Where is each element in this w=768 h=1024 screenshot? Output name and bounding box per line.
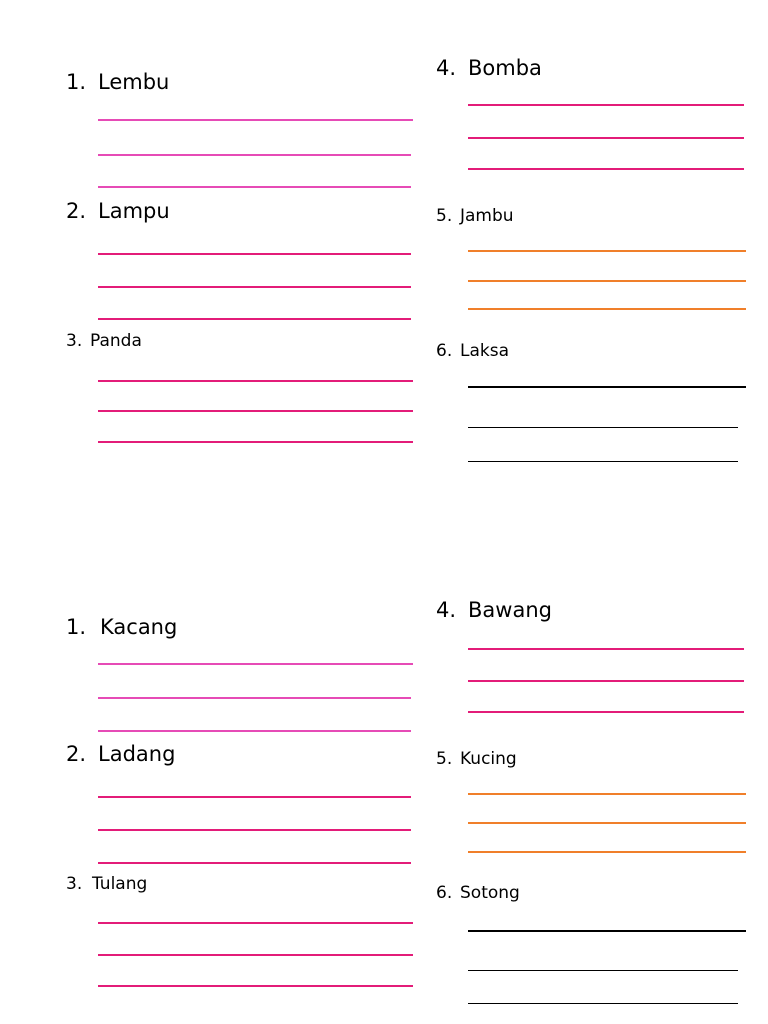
writing-line	[468, 1003, 738, 1004]
writing-line	[468, 137, 744, 139]
writing-line	[98, 286, 411, 288]
item-number: 3.	[66, 874, 83, 894]
item-word: Lampu	[98, 199, 170, 223]
writing-line	[98, 730, 411, 732]
item-number: 2.	[66, 199, 87, 223]
writing-line	[468, 648, 744, 650]
item-word: Laksa	[460, 341, 510, 361]
item-word: Bomba	[468, 56, 542, 80]
item-number: 6.	[436, 883, 453, 903]
writing-line	[468, 427, 738, 428]
writing-line	[98, 862, 411, 864]
writing-line	[98, 410, 413, 412]
writing-line	[98, 829, 411, 831]
item-number: 5.	[436, 206, 453, 226]
writing-line	[98, 119, 413, 121]
item-number: 1.	[66, 70, 87, 94]
writing-line	[98, 253, 411, 255]
writing-line	[468, 461, 738, 462]
writing-line	[98, 318, 411, 320]
writing-line	[468, 104, 744, 106]
writing-line	[98, 380, 413, 382]
writing-line	[468, 970, 738, 971]
item-word: Ladang	[98, 742, 176, 766]
item-number: 5.	[436, 749, 453, 769]
item-number: 4.	[436, 598, 457, 622]
writing-line	[98, 186, 411, 188]
writing-line	[98, 985, 413, 987]
item-word: Lembu	[98, 70, 170, 94]
writing-line	[468, 793, 746, 795]
writing-line	[468, 930, 746, 932]
item-word: Kucing	[460, 749, 517, 769]
item-number: 3.	[66, 331, 83, 351]
item-word: Tulang	[92, 874, 148, 894]
writing-line	[468, 851, 746, 853]
item-number: 4.	[436, 56, 457, 80]
writing-line	[468, 308, 746, 310]
item-word: Sotong	[460, 883, 520, 903]
item-word: Jambu	[460, 206, 514, 226]
writing-line	[98, 796, 411, 798]
writing-line	[98, 954, 413, 956]
item-word: Panda	[90, 331, 142, 351]
writing-line	[98, 441, 413, 443]
item-number: 2.	[66, 742, 87, 766]
writing-line	[468, 280, 746, 282]
writing-line	[468, 822, 746, 824]
writing-line	[98, 922, 413, 924]
item-number: 1.	[66, 615, 87, 639]
writing-line	[468, 680, 744, 682]
item-word: Bawang	[468, 598, 552, 622]
writing-line	[98, 663, 413, 665]
item-number: 6.	[436, 341, 453, 361]
writing-line	[98, 154, 411, 156]
writing-line	[98, 697, 411, 699]
writing-line	[468, 168, 744, 170]
writing-line	[468, 386, 746, 388]
writing-line	[468, 250, 746, 252]
writing-line	[468, 711, 744, 713]
item-word: Kacang	[100, 615, 178, 639]
